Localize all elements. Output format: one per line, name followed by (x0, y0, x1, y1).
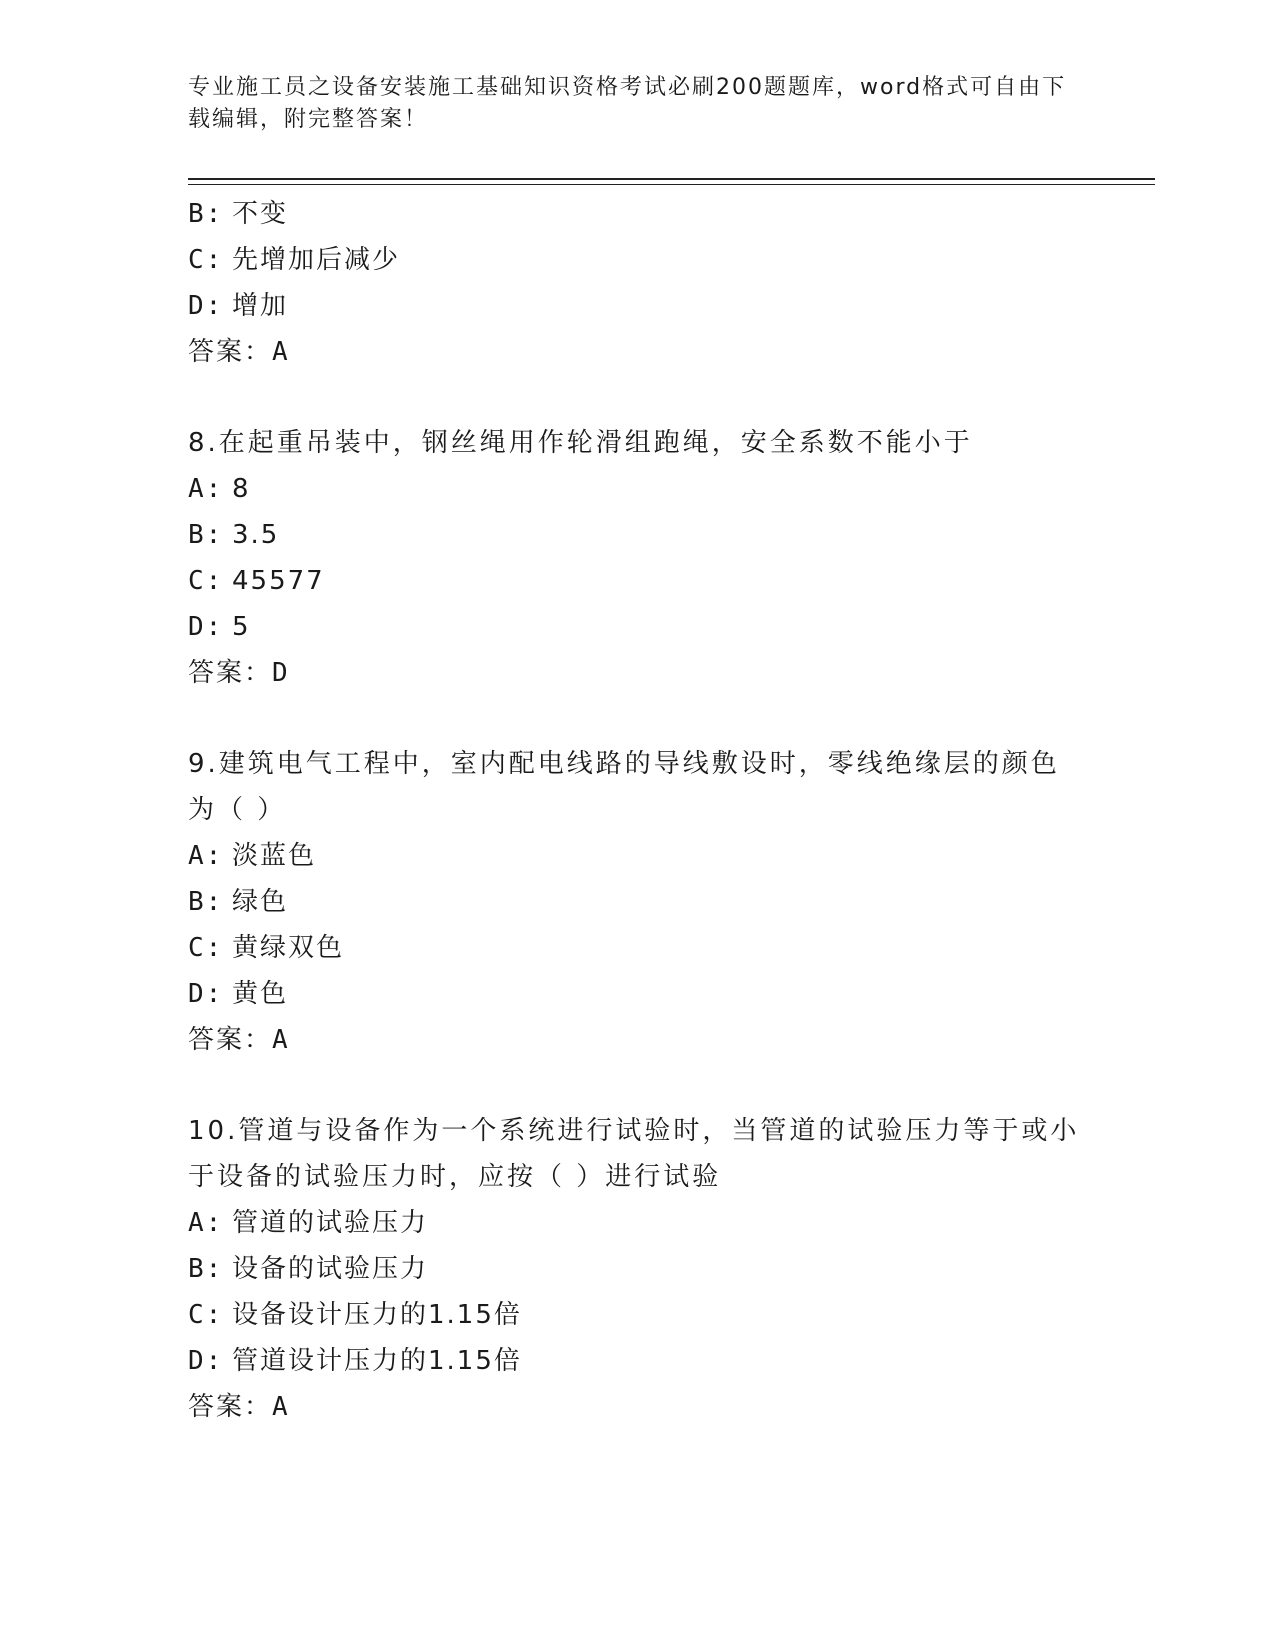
question-7-continued (188, 191, 1088, 375)
option-b: B: 不变 (188, 199, 289, 229)
option-d: D: 5 (188, 612, 251, 642)
option-c: C: 先增加后减少 (188, 245, 401, 275)
option-c: C: 设备设计压力的1.15倍 (188, 1300, 522, 1330)
option-d: D: 管道设计压力的1.15倍 (188, 1346, 522, 1376)
answer-line: 答案：A (188, 1025, 290, 1055)
question-text: 9.建筑电气工程中，室内配电线路的导线敷设时，零线绝缘层的颜色为（ ） (188, 749, 1060, 825)
question-text: 8.在起重吊装中，钢丝绳用作轮滑组跑绳，安全系数不能小于 (188, 428, 973, 458)
answer-line: 答案：A (188, 337, 290, 367)
question-list (188, 191, 1088, 1430)
question-8 (188, 420, 1088, 696)
document-header: 专业施工员之设备安装施工基础知识资格考试必刷200题题库，word格式可自由下载编辑，附完整答案！ (188, 75, 1067, 132)
option-a: A: 淡蓝色 (188, 841, 317, 871)
header-divider-bottom (188, 184, 1155, 185)
answer-line: 答案：A (188, 1392, 290, 1422)
option-b: B: 设备的试验压力 (188, 1254, 429, 1284)
option-b: B: 绿色 (188, 887, 289, 917)
option-a: A: 管道的试验压力 (188, 1208, 429, 1238)
option-c: C: 黄绿双色 (188, 933, 345, 963)
question-10 (188, 1108, 1088, 1430)
question-9 (188, 741, 1088, 1063)
question-text: 10.管道与设备作为一个系统进行试验时，当管道的试验压力等于或小于设备的试验压力时，应按（ ）进行试验 (188, 1116, 1080, 1192)
answer-line: 答案：D (188, 658, 290, 688)
header-divider-top (188, 178, 1155, 180)
option-c: C: 45577 (188, 566, 325, 596)
option-b: B: 3.5 (188, 520, 280, 550)
option-d: D: 增加 (188, 291, 289, 321)
option-d: D: 黄色 (188, 979, 289, 1009)
option-a: A: 8 (188, 474, 251, 504)
